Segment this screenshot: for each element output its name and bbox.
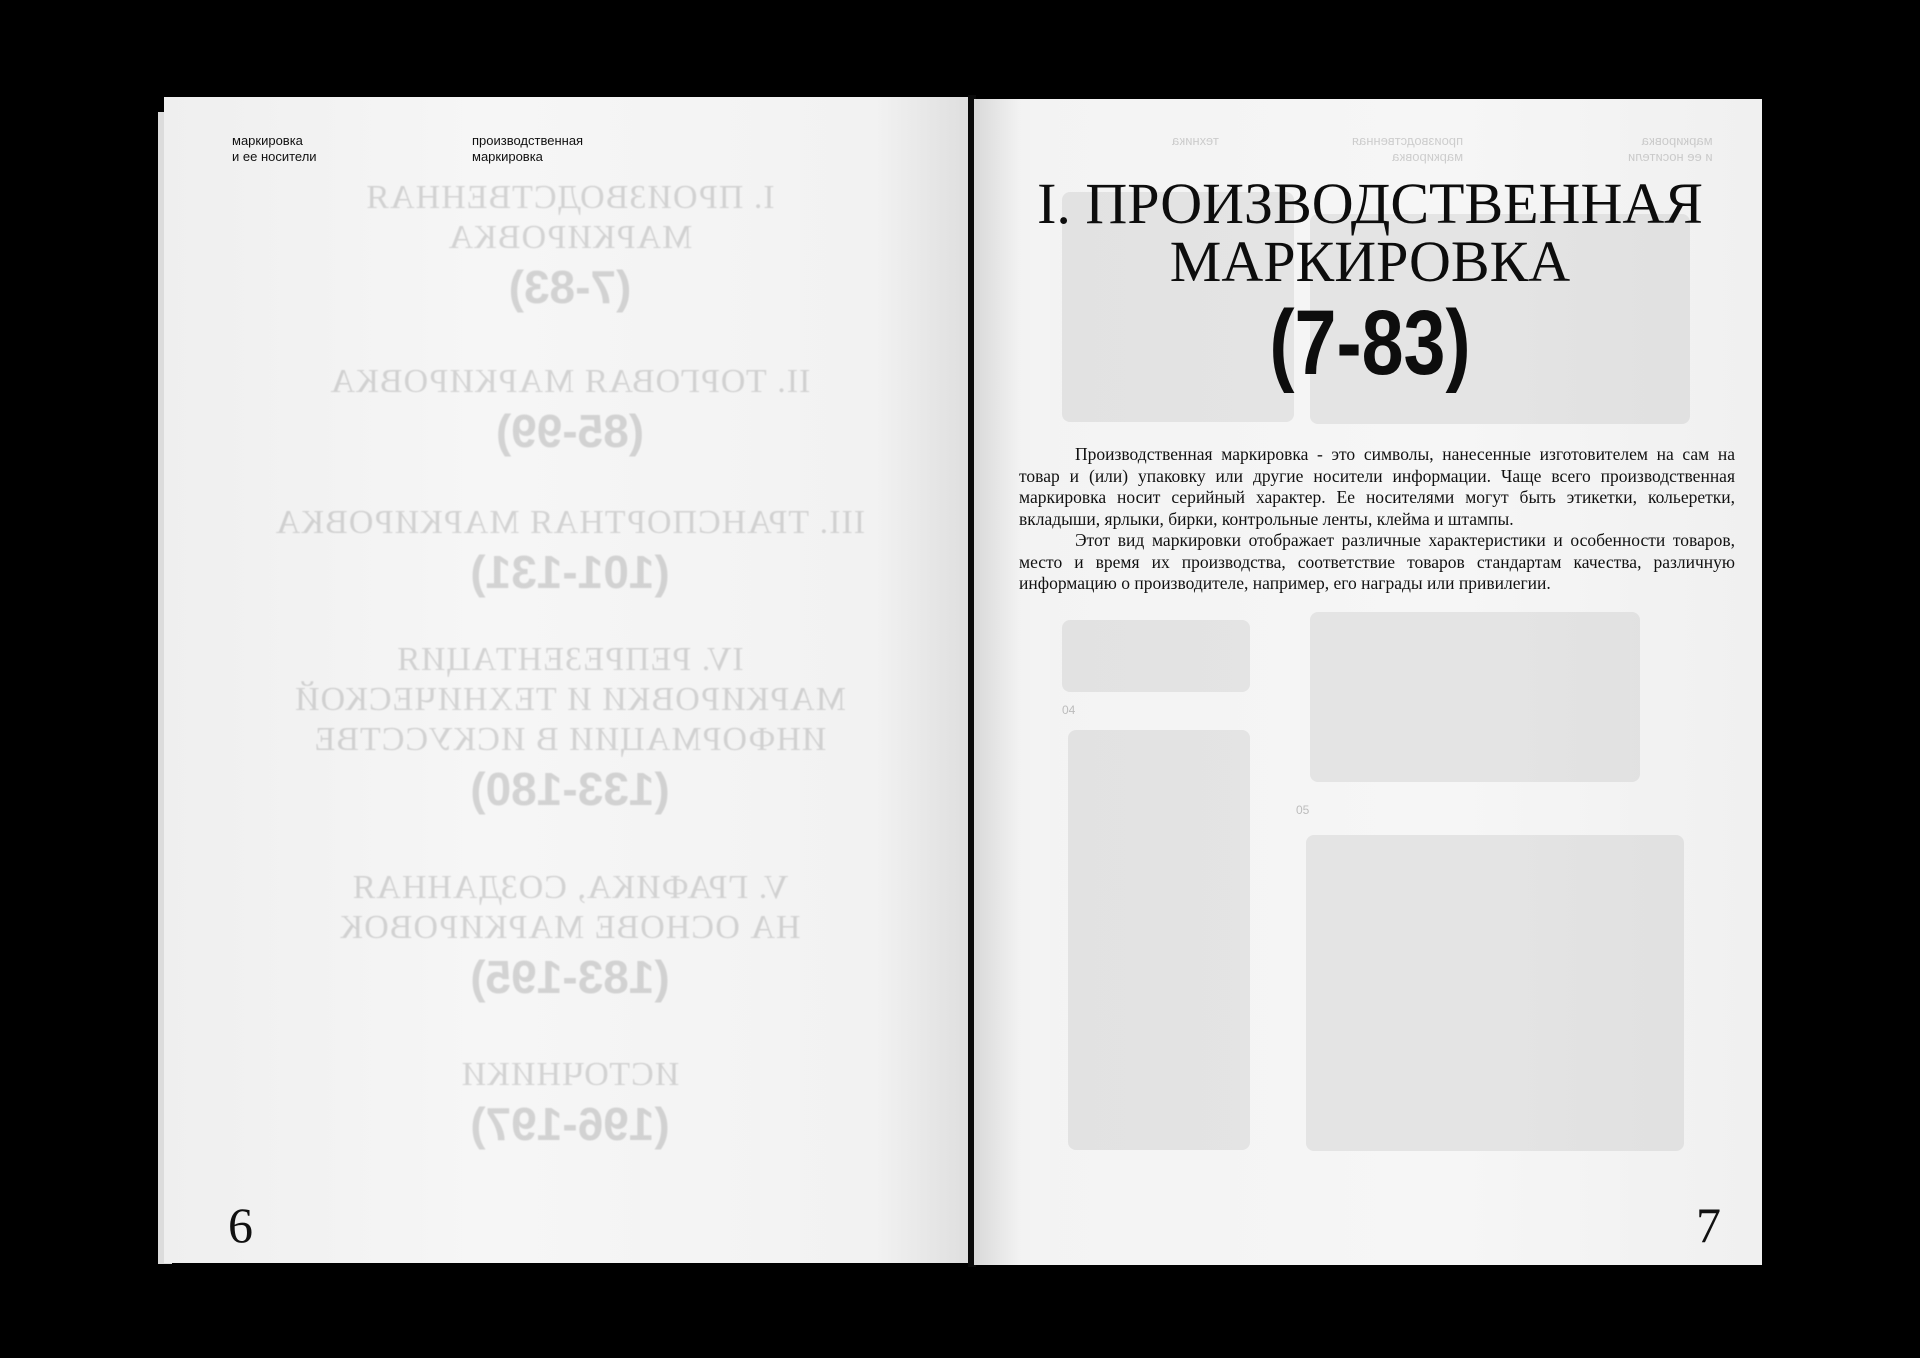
showthrough-image — [1310, 612, 1640, 782]
showthrough-title: V. ГРАФИКА, СОЗДАННАЯ НА ОСНОВЕ МАРКИРОВОК — [339, 869, 801, 946]
showthrough-range: (101-131) — [470, 546, 670, 598]
body-text — [1019, 444, 1735, 595]
showthrough-range: (196-197) — [470, 1098, 670, 1150]
running-header-center: производственная маркировка — [472, 133, 584, 164]
page-title: I. ПРОИЗВОДСТВЕННАЯ МАРКИРОВКА — [1037, 171, 1703, 294]
page-number-right: 7 — [1696, 1197, 1721, 1253]
showthrough-range: (85-99) — [495, 405, 645, 457]
showthrough-title: IV. РЕПРЕЗЕНТАЦИЯ МАРКИРОВКИ И ТЕХНИЧЕСКОЙ ИНФОРМАЦИИ В ИСКУССТВЕ — [294, 641, 846, 758]
page-number-left: 6 — [228, 1197, 253, 1253]
showthrough-entry — [230, 1055, 910, 1153]
showthrough-image — [1062, 620, 1250, 692]
page-range: (7-83) — [1269, 292, 1471, 394]
showthrough-title: II. ТОРГОВАЯ МАРКИРОВКА — [329, 363, 811, 400]
showthrough-image — [1068, 730, 1250, 1150]
paragraph: Этот вид маркировки отображает различные характеристики и особенности товаров, место и время их производства, соответствие товаров стандартам качества, различную информацию о производителе, например, его награды или привилегии. — [1019, 530, 1735, 593]
showthrough-range: (133-180) — [470, 763, 670, 815]
showthrough-entry — [230, 362, 910, 460]
running-header-left: маркировка и ее носители — [232, 133, 317, 164]
showthrough-header: техника — [1172, 133, 1219, 148]
showthrough-entry — [230, 868, 910, 1006]
showthrough-entry — [230, 503, 910, 601]
paragraph: Производственная маркировка - это символы, нанесенные изготовителем на сам на товар и (или) упаковку или другие носители информации. Чаще всего производственная маркировка носит серийный характер. Ее носителями могут быть этикетки, кольеретки, вкладыши, ярлыки, бирки, контрольные ленты, клейма и штампы. — [1019, 444, 1735, 529]
showthrough-header: производственная маркировка — [1352, 133, 1464, 164]
showthrough-title: ИСТОЧНИКИ — [460, 1056, 680, 1093]
showthrough-entry — [230, 178, 910, 316]
showthrough-range: (183-195) — [470, 951, 670, 1003]
showthrough-entry — [230, 640, 910, 818]
showthrough-label: 04 — [1062, 703, 1076, 717]
showthrough-label: 05 — [1296, 803, 1310, 817]
section-title-block — [1000, 171, 1740, 394]
showthrough-title: I. ПРОИЗВОДСТВЕННАЯ МАРКИРОВКА — [365, 179, 775, 256]
showthrough-header: маркировка и ее носители — [1628, 133, 1713, 164]
showthrough-range: (7-83) — [508, 261, 632, 313]
showthrough-image — [1306, 835, 1684, 1151]
showthrough-title: III. ТРАНСПОРТНАЯ МАРКИРОВКА — [274, 504, 866, 541]
